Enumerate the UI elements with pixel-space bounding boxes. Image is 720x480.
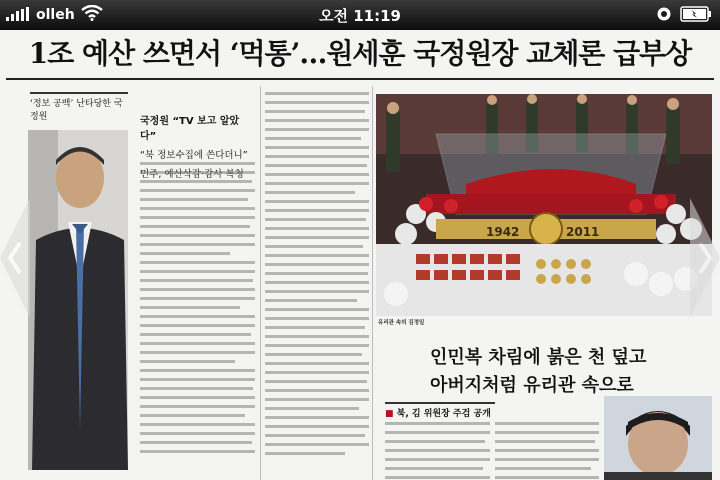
location-icon (656, 6, 672, 26)
column-divider (260, 86, 261, 480)
carrier-name: olleh (36, 7, 75, 23)
funeral-photo (376, 94, 712, 316)
caption-label: 유리관 속의 김정일 (378, 320, 425, 326)
sub-headline-large (430, 344, 646, 400)
previous-page-arrow[interactable] (0, 198, 30, 318)
sub-headline-1: 국정원 “TV 보고 알았다” (140, 116, 240, 142)
kim-article-tag-text: 북, 김 위원장 주검 공개 (396, 409, 491, 419)
status-bar-right (656, 6, 712, 26)
column-divider (372, 86, 373, 480)
kim-article-tag (385, 402, 495, 419)
photo-tag: ‘정보 공백’ 난타당한 국정원 (30, 92, 128, 108)
clock-time: 오전 11:19 (319, 7, 401, 25)
status-bar (0, 0, 720, 30)
sub-headline-2: “북 정보수집에 쓴다더니” (140, 150, 248, 161)
next-page-arrow[interactable] (690, 198, 720, 318)
battery-icon (680, 6, 712, 26)
funeral-photo-caption (378, 318, 712, 326)
article-column-2 (265, 92, 369, 464)
kim-article-column-1 (385, 422, 490, 480)
sub-headline-large-line2: 아버지처럼 유리관 속으로 (430, 375, 634, 396)
kim-article-column-2 (495, 422, 599, 480)
sub-headline-3: 민주, 예산삭감·감사 복청 (140, 169, 244, 180)
headline-rule (6, 78, 714, 80)
article-column-1 (140, 162, 255, 462)
tag-bullet: ■ (385, 409, 397, 419)
svg-text:2011: 2011 (566, 225, 600, 239)
page-headline: 1조 예산 쓰면서 ‘먹통’…원세훈 국정원장 교체론 급부상 (28, 37, 692, 70)
svg-text:1942: 1942 (486, 225, 520, 239)
director-photo (28, 130, 128, 470)
kim-photo (604, 396, 712, 480)
sub-headline-large-line1: 인민복 차림에 붉은 천 덮고 (430, 347, 647, 368)
newspaper-page (0, 30, 720, 480)
